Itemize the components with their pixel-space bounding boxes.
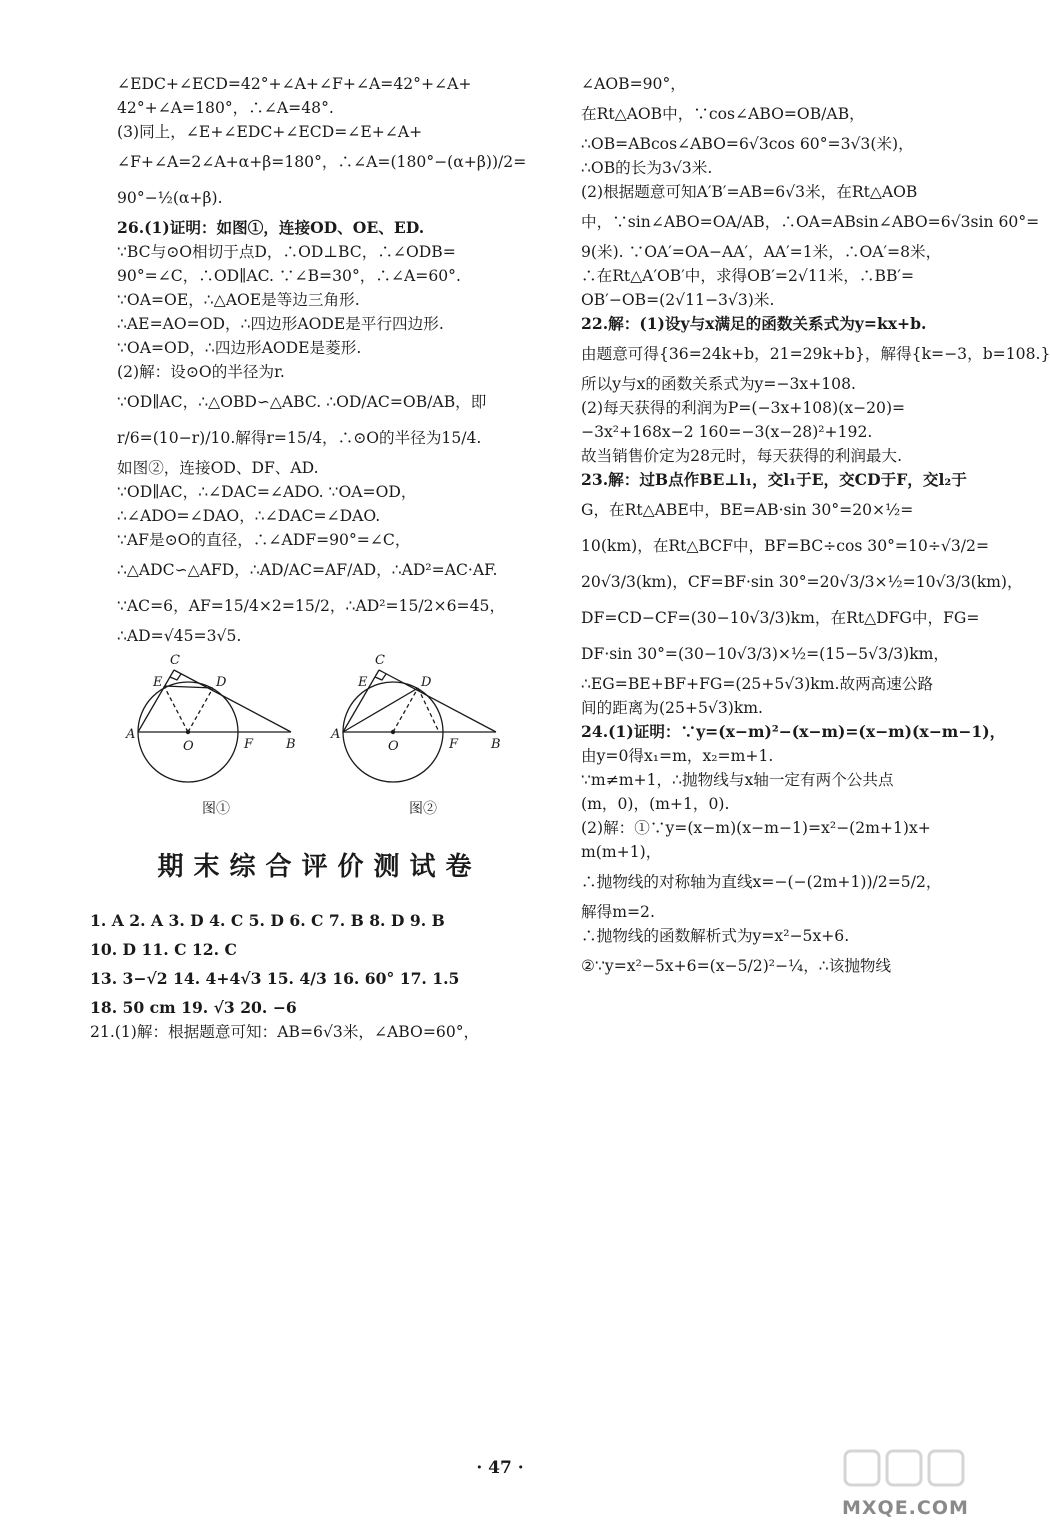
question-21-start [90, 1020, 535, 1044]
text-line: ∵m≠m+1，∴抛物线与x轴一定有两个公共点 [581, 771, 894, 789]
text-line: 在Rt△AOB中，∵cos∠ABO=OB/AB， [581, 105, 865, 123]
label-o: O [183, 739, 194, 754]
text-line: ∴在Rt△A′OB′中，求得OB′=2√11米，∴BB′= [581, 267, 915, 285]
text-line: ∴∠ADO=∠DAO，∴∠DAC=∠DAO. [117, 507, 381, 525]
text-line: ∵AC=6，AF=15/4×2=15/2，∴AD²=15/2×6=45， [117, 597, 506, 615]
label-d: D [216, 675, 227, 690]
question-23-heading: 23.解：过B点作BE⊥l₁，交l₁于E，交CD于F，交l₂于 [581, 470, 967, 489]
question-24-heading: 24.(1)证明：∵y=(x−m)²−(x−m)=(x−m)(x−m−1)， [581, 722, 1006, 741]
text-line: ∠EDC+∠ECD=42°+∠A+∠F+∠A=42°+∠A+ [117, 75, 472, 93]
text-line: ∴△ADC∽△AFD，∴AD/AC=AF/AD，∴AD²=AC·AF. [117, 561, 498, 579]
label-d: D [421, 675, 432, 690]
text-line: ∴抛物线的函数解析式为y=x²−5x+6. [581, 927, 850, 945]
text-line: (3)同上，∠E+∠EDC+∠ECD=∠E+∠A+ [117, 123, 423, 141]
label-f: F [449, 737, 459, 752]
text-line: ∠AOB=90°， [581, 75, 686, 93]
text-line: (m，0)，(m+1，0). [581, 795, 730, 813]
text-line: 故当销售价定为28元时，每天获得的利润最大. [581, 447, 903, 465]
answer-line: 13. 3−√2 14. 4+4√3 15. 4/3 16. 60° 17. 1.5 [90, 969, 460, 988]
label-o: O [388, 739, 399, 754]
text-line: ∵OD∥AC，∴∠DAC=∠ADO. ∵OA=OD， [117, 483, 417, 501]
label-f: F [244, 737, 254, 752]
text-line: ∵OA=OD，∴四边形AODE是菱形. [117, 339, 362, 357]
text-line: DF=CD−CF=(30−10√3/3)km，在Rt△DFG中，FG= [581, 609, 980, 627]
figure-2-caption: 图② [409, 801, 437, 817]
watermark-text: MXQE.COM [842, 1497, 969, 1519]
text-line: ∠F+∠A=2∠A+α+β=180°，∴∠A=(180°−(α+β))/2= [117, 153, 527, 171]
text-line: DF·sin 30°=(30−10√3/3)×½=(15−5√3/3)km， [581, 645, 950, 663]
text-line: (2)每天获得的利润为P=(−3x+108)(x−20)= [581, 399, 906, 417]
text-line: ∴AD=√45=3√5. [117, 627, 242, 645]
text-line: ∴OB=ABcos∠ABO=6√3cos 60°=3√3(米)， [581, 135, 914, 153]
text-line: 90°=∠C，∴OD∥AC. ∵∠B=30°，∴∠A=60°. [117, 267, 461, 285]
text-line: 中，∵sin∠ABO=OA/AB，∴OA=ABsin∠ABO=6√3sin 60°= [581, 213, 1040, 231]
label-b: B [286, 737, 296, 752]
text-line: −3x²+168x−2 160=−3(x−28)²+192. [581, 423, 873, 441]
text-line: ∴抛物线的对称轴为直线x=−(−(2m+1))/2=5/2， [581, 873, 942, 891]
text-line: 9(米). ∵OA′=OA−AA′，AA′=1米，∴OA′=8米， [581, 243, 942, 261]
label-e: E [153, 675, 163, 690]
right-column [581, 72, 1050, 984]
text-line: 20√3/3(km)，CF=BF·sin 30°=20√3/3×½=10√3/3(km)， [581, 573, 1023, 591]
text-line: OB′−OB=(2√11−3√3)米. [581, 291, 775, 309]
geometry-figures [126, 650, 516, 820]
text-line: ∵AF是⊙O的直径，∴∠ADF=90°=∠C， [117, 531, 411, 549]
text-line: ∵OA=OE，∴△AOE是等边三角形. [117, 291, 360, 309]
figure-1-diagram [126, 650, 306, 800]
text-line: 21.(1)解：根据题意可知：AB=6√3米，∠ABO=60°， [90, 1023, 480, 1041]
text-line: 所以y与x的函数关系式为y=−3x+108. [581, 375, 856, 393]
label-a: A [331, 727, 341, 742]
section-title: 期末综合评价测试卷 [157, 852, 482, 882]
answer-line: 18. 50 cm 19. √3 20. −6 [90, 998, 297, 1017]
answer-line: 10. D 11. C 12. C [90, 940, 237, 959]
text-line: ∴AE=AO=OD，∴四边形AODE是平行四边形. [117, 315, 444, 333]
text-line: ∵BC与⊙O相切于点D，∴OD⊥BC，∴∠ODB= [117, 243, 456, 261]
text-line: 间的距离为(25+5√3)km. [581, 699, 764, 717]
question-22-heading: 22.解：(1)设y与x满足的函数关系式为y=kx+b. [581, 314, 927, 333]
figure-2-diagram [331, 650, 511, 800]
answer-line: 1. A 2. A 3. D 4. C 5. D 6. C 7. B 8. D 9. B [90, 911, 445, 930]
text-line: 解得m=2. [581, 903, 655, 921]
text-line: (2)根据题意可知A′B′=AB=6√3米，在Rt△AOB [581, 183, 918, 201]
label-a: A [126, 727, 136, 742]
text-line: 90°−½(α+β). [117, 189, 223, 207]
text-line: ②∵y=x²−5x+6=(x−5/2)²−¼，∴该抛物线 [581, 957, 892, 975]
question-26-heading: 26.(1)证明：如图①，连接OD、OE、ED. [117, 218, 425, 237]
text-line: ∴EG=BE+BF+FG=(25+5√3)km.故两高速公路 [581, 675, 934, 693]
text-line: 由题意可得{36=24k+b，21=29k+b}，解得{k=−3，b=108.} [581, 345, 1050, 363]
text-line: 由y=0得x₁=m，x₂=m+1. [581, 747, 774, 765]
text-line: (2)解：设⊙O的半径为r. [117, 363, 285, 381]
label-c: C [170, 653, 180, 668]
text-line: ∴OB的长为3√3米. [581, 159, 713, 177]
page-number: · 47 · [476, 1458, 524, 1478]
text-line: r/6=(10−r)/10.解得r=15/4，∴⊙O的半径为15/4. [117, 429, 482, 447]
figure-1-caption: 图① [202, 801, 230, 817]
label-c: C [375, 653, 385, 668]
left-column [117, 72, 527, 648]
text-line: 10(km)，在Rt△BCF中，BF=BC÷cos 30°=10÷√3/2= [581, 537, 990, 555]
label-e: E [358, 675, 368, 690]
text-line: (2)解：①∵y=(x−m)(x−m−1)=x²−(2m+1)x+ [581, 819, 931, 837]
text-line: m(m+1)， [581, 843, 662, 861]
label-b: B [491, 737, 501, 752]
text-line: ∵OD∥AC，∴△OBD∽△ABC. ∴OD/AC=OB/AB，即 [117, 393, 487, 411]
text-line: G，在Rt△ABE中，BE=AB·sin 30°=20×½= [581, 501, 914, 519]
answer-key [90, 906, 530, 1022]
text-line: 42°+∠A=180°，∴∠A=48°. [117, 99, 334, 117]
text-line: 如图②，连接OD、DF、AD. [117, 459, 319, 477]
